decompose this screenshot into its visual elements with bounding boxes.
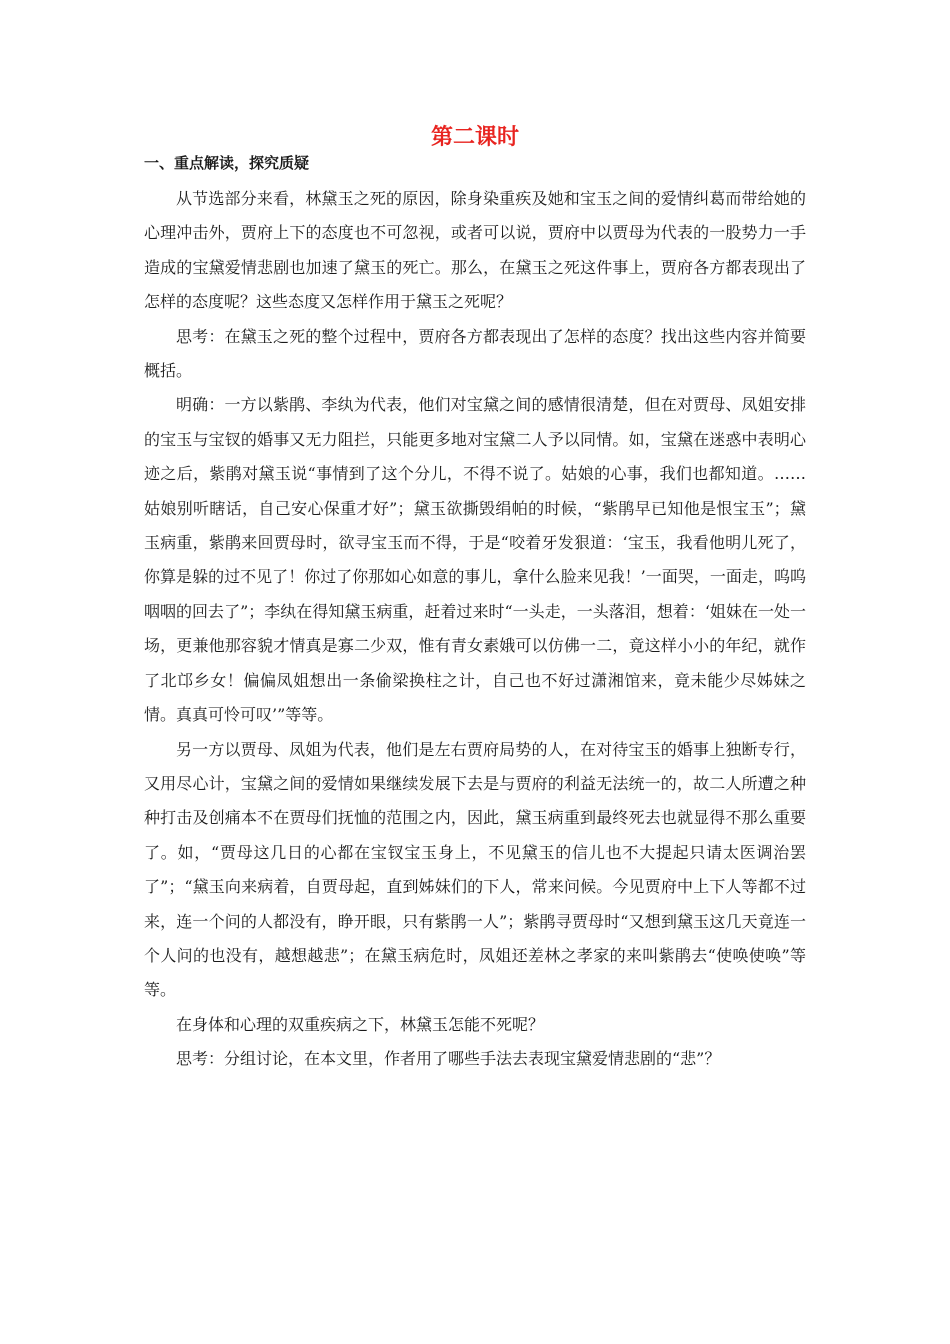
page-title: 第二课时 — [430, 125, 519, 150]
paragraph-intro: 从节选部分来看，林黛玉之死的原因，除身染重疾及她和宝玉之间的爱情纠葛而带给她的心理冲击外，贾府上下的态度也不可忽视，或者可以说，贾府中以贾母为代表的一股势力一手造成的宝黛爱情悲剧也加速了黛玉的死亡。那么，在黛玉之死这件事上，贾府各方都表现出了怎样的态度呢？这些态度又怎样作用于黛玉之死呢？ — [144, 189, 806, 312]
paragraph-conclusion: 在身体和心理的双重疾病之下，林黛玉怎能不死呢？ — [176, 1014, 545, 1034]
paragraph-answer-2: 另一方以贾母、凤姐为代表，他们是左右贾府局势的人，在对待宝玉的婚事上独断专行，又用尽心计，宝黛之间的爱情如果继续发展下去是与贾府的利益无法统一的，故二人所遭之种种打击及创痛本不在贾母们抚恤的范围之内，因此，黛玉病重到最终死去也就显得不那么重要了。如，“贾母这几日的心都在宝钗宝玉身上，不见黛玉的信儿也不大提起只请太医调治罢了”；“黛玉向来病着，自贾母起，直到姊妹们的下人，常来问候。今见贾府中上下人等都不过来，连一个问的人都没有，睁开眼，只有紫鹃一人”；紫鹃寻贾母时“又想到黛玉这几天竟连一个人问的也没有，越想越悲”；在黛玉病危时，凤姐还差林之孝家的来叫紫鹃去“使唤使唤”等等。 — [144, 739, 806, 1000]
paragraph-answer-1: 明确：一方以紫鹃、李纨为代表，他们对宝黛之间的感情很清楚，但在对贾母、凤姐安排的宝玉与宝钗的婚事又无力阻拦，只能更多地对宝黛二人予以同情。如，宝黛在迷惑中表明心迹之后，紫鹃对黛玉说“事情到了这个分儿，不得不说了。姑娘的心事，我们也都知道。……姑娘别听瞎话，自己安心保重才好”；黛玉欲撕毁绢帕的时候，“紫鹃早已知他是恨宝玉”；黛玉病重，紫鹃来回贾母时，欲寻宝玉而不得，于是“咬着牙发狠道：‘宝玉，我看他明儿死了，你算是躲的过不见了！你过了你那如心如意的事儿，拿什么脸来见我！’一面哭，一面走，呜呜咽咽的回去了”；李纨在得知黛玉病重，赶着过来时“一头走，一头落泪，想着：‘姐妹在一处一场，更兼他那容貌才情真是寡二少双，惟有青女素娥可以仿佛一二，竟这样小小的年纪，就作了北邙乡女！偏偏凤姐想出一条偷梁换柱之计，自己也不好过潇湘馆来，竟未能少尽姊妹之情。真真可怜可叹’”等等。 — [144, 395, 806, 725]
body-text — [144, 182, 806, 1077]
paragraph-question-1: 思考：在黛玉之死的整个过程中，贾府各方都表现出了怎样的态度？找出这些内容并简要概括。 — [144, 326, 806, 381]
section-heading: 一、重点解读，探究质疑 — [144, 154, 310, 172]
paragraph-question-2: 思考：分组讨论，在本文里，作者用了哪些手法去表现宝黛爱情悲剧的“悲”？ — [176, 1049, 721, 1069]
